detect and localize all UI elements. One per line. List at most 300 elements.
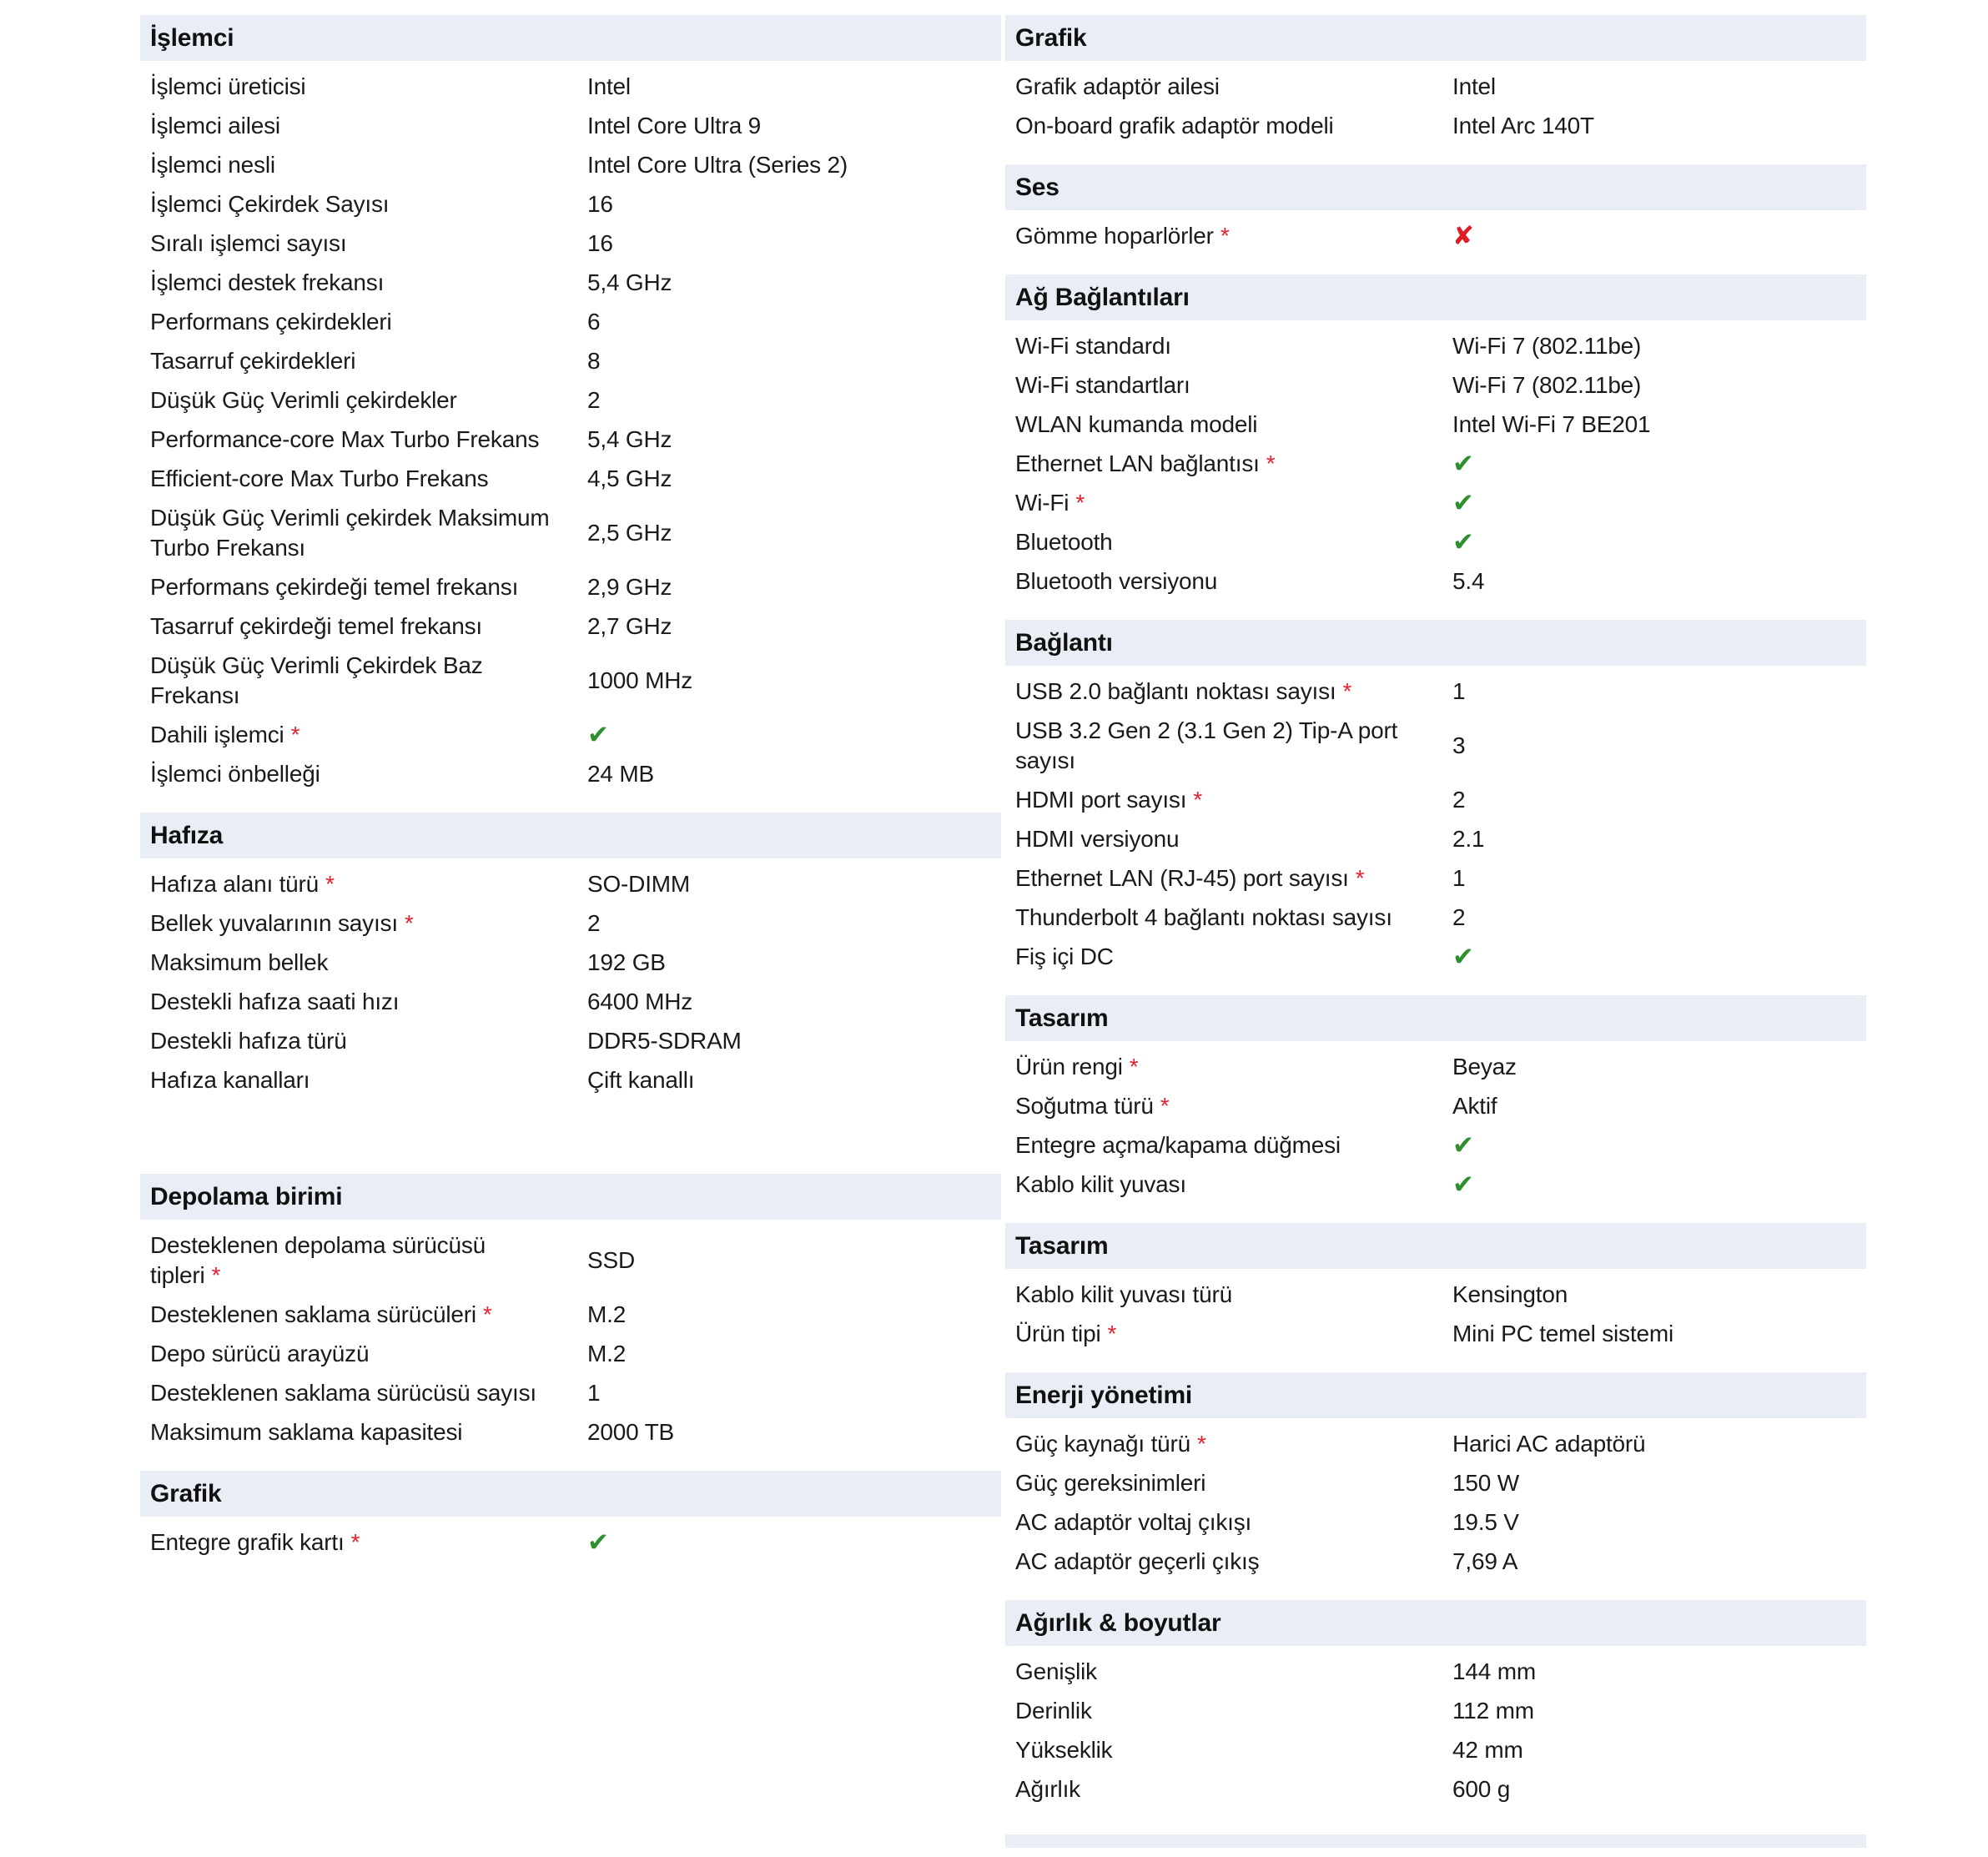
- spec-row: [1005, 68, 1866, 107]
- section-rows: [1005, 666, 1866, 977]
- spec-value: 192 GB: [587, 949, 666, 975]
- spec-label-text: Genişlik: [1015, 1658, 1097, 1684]
- spec-label-text: Kablo kilit yuvası: [1015, 1171, 1186, 1197]
- section-title: Ağırlık & boyutlar: [1015, 1608, 1221, 1637]
- spec-value: 150 W: [1452, 1470, 1519, 1496]
- check-icon: ✔: [1452, 527, 1474, 557]
- spec-label-text: Bluetooth versiyonu: [1015, 568, 1218, 594]
- required-asterisk: *: [1160, 1093, 1170, 1119]
- spec-row: [1005, 523, 1866, 562]
- spec-label: [1015, 1696, 1452, 1726]
- spec-label: [1015, 903, 1452, 933]
- check-icon: ✔: [1452, 942, 1474, 972]
- spec-section: [140, 1471, 1001, 1563]
- spec-value: Intel Core Ultra 9: [587, 113, 762, 138]
- spec-label: [150, 1026, 587, 1056]
- spec-label: [1015, 1468, 1452, 1498]
- spec-row: [1005, 366, 1866, 405]
- spec-label: [1015, 716, 1452, 776]
- required-asterisk: *: [1129, 1054, 1139, 1079]
- spec-row: [1005, 1425, 1866, 1464]
- spec-row: [140, 716, 1001, 755]
- section-header-partial: [1005, 1834, 1866, 1848]
- spec-label-text: Bluetooth: [1015, 529, 1113, 555]
- spec-label: [150, 1417, 587, 1447]
- spec-row: [140, 107, 1001, 146]
- spec-row: [140, 755, 1001, 794]
- spec-section: [140, 1174, 1001, 1452]
- spec-value: 5.4: [1452, 568, 1485, 594]
- spec-row: [1005, 445, 1866, 484]
- spec-label-text: Depo sürücü arayüzü: [150, 1341, 370, 1366]
- spec-section: [1005, 274, 1866, 601]
- section-rows: [140, 858, 1001, 1100]
- spec-row: [1005, 820, 1866, 859]
- spec-value: 144 mm: [1452, 1658, 1536, 1684]
- spec-row: [1005, 1048, 1866, 1087]
- spec-value: Kensington: [1452, 1281, 1568, 1307]
- spec-row: [1005, 1731, 1866, 1770]
- spec-label-text: İşlemci nesli: [150, 152, 275, 178]
- spec-row: [1005, 562, 1866, 601]
- spec-label: [1015, 677, 1452, 707]
- spec-label-text: Ürün tipi: [1015, 1321, 1101, 1346]
- spec-row: [140, 1335, 1001, 1374]
- spec-row: [1005, 1087, 1866, 1126]
- spec-label: [1015, 331, 1452, 361]
- spec-value: 1: [1452, 865, 1466, 891]
- section-rows: [140, 1220, 1001, 1452]
- spec-row: [140, 499, 1001, 568]
- section-title: Tasarım: [1015, 1004, 1109, 1032]
- section-header: [140, 15, 1001, 61]
- spec-row: [1005, 107, 1866, 146]
- section-header: [1005, 1600, 1866, 1646]
- section-rows: [1005, 210, 1866, 256]
- spec-row: [1005, 405, 1866, 445]
- spec-label-text: Kablo kilit yuvası türü: [1015, 1281, 1232, 1307]
- spec-value: 2,9 GHz: [587, 574, 672, 600]
- spec-row: [1005, 712, 1866, 781]
- spec-label-text: Wi-Fi standardı: [1015, 333, 1171, 359]
- section-rows: [140, 61, 1001, 794]
- spec-label-text: Entegre açma/kapama düğmesi: [1015, 1132, 1341, 1158]
- check-icon: ✔: [1452, 488, 1474, 518]
- spec-label: [150, 72, 587, 102]
- spec-label: [150, 720, 587, 750]
- spec-label: [1015, 1052, 1452, 1082]
- spec-label: [150, 1527, 587, 1558]
- required-asterisk: *: [1355, 865, 1365, 891]
- spec-label: [1015, 221, 1452, 251]
- section-title: Grafik: [1015, 23, 1087, 52]
- spec-row: [140, 420, 1001, 460]
- spec-label: [1015, 942, 1452, 972]
- spec-value: 2,7 GHz: [587, 613, 672, 639]
- spec-label-text: Düşük Güç Verimli çekirdekler: [150, 387, 457, 413]
- spec-value: 2: [1452, 787, 1466, 813]
- spec-label: [1015, 785, 1452, 815]
- section-header: [1005, 15, 1866, 61]
- spec-row: [140, 944, 1001, 983]
- spec-label: [150, 869, 587, 899]
- spec-label: [150, 189, 587, 219]
- spec-value: 2.1: [1452, 826, 1485, 852]
- spec-label-text: Hafıza alanı türü: [150, 871, 320, 897]
- spec-label-text: AC adaptör voltaj çıkışı: [1015, 1509, 1252, 1535]
- spec-label: [1015, 111, 1452, 141]
- spec-row: [140, 460, 1001, 499]
- spec-label-text: Hafıza kanalları: [150, 1067, 310, 1093]
- spec-row: [140, 1413, 1001, 1452]
- section-header: [1005, 620, 1866, 666]
- spec-row: [1005, 1165, 1866, 1205]
- spec-label-text: Desteklenen saklama sürücüsü sayısı: [150, 1380, 536, 1406]
- spec-row: [1005, 1503, 1866, 1542]
- spec-label-text: Ethernet LAN (RJ-45) port sayısı: [1015, 865, 1349, 891]
- required-asterisk: *: [1220, 223, 1230, 249]
- spec-value: Intel Arc 140T: [1452, 113, 1594, 138]
- spec-label-text: USB 2.0 bağlantı noktası sayısı: [1015, 678, 1336, 704]
- spec-label: [150, 651, 587, 711]
- spec-value: Beyaz: [1452, 1054, 1517, 1079]
- required-asterisk: *: [1266, 450, 1276, 476]
- spec-label-text: Wi-Fi: [1015, 490, 1069, 516]
- spec-label-text: Sıralı işlemci sayısı: [150, 230, 347, 256]
- spec-row: [140, 1523, 1001, 1563]
- spec-row: [140, 68, 1001, 107]
- spec-value: SSD: [587, 1247, 635, 1273]
- spec-row: [140, 983, 1001, 1022]
- spec-label: [150, 150, 587, 180]
- spec-label-text: HDMI versiyonu: [1015, 826, 1180, 852]
- spec-row: [140, 865, 1001, 904]
- spec-label-text: On-board grafik adaptör modeli: [1015, 113, 1334, 138]
- spec-label: [150, 346, 587, 376]
- spec-value: 1: [1452, 678, 1466, 704]
- section-title: Grafik: [150, 1479, 222, 1507]
- spec-row: [1005, 217, 1866, 256]
- spec-label: [150, 1339, 587, 1369]
- spec-label-text: Grafik adaptör ailesi: [1015, 73, 1220, 99]
- spec-row: [140, 342, 1001, 381]
- section-rows: [1005, 61, 1866, 146]
- spec-value: 24 MB: [587, 761, 654, 787]
- spec-label: [150, 268, 587, 298]
- spec-row: [1005, 1692, 1866, 1731]
- spec-label-text: AC adaptör geçerli çıkış: [1015, 1548, 1260, 1574]
- section-title: Tasarım: [1015, 1231, 1109, 1260]
- spec-label: [150, 307, 587, 337]
- spec-row: [1005, 898, 1866, 938]
- spec-label-text: Efficient-core Max Turbo Frekans: [150, 466, 489, 491]
- spec-value: 1000 MHz: [587, 667, 693, 693]
- spec-value: M.2: [587, 1341, 627, 1366]
- required-asterisk: *: [350, 1529, 360, 1555]
- section-header: [1005, 1223, 1866, 1269]
- section-rows: [140, 1517, 1001, 1563]
- spec-label-text: Düşük Güç Verimli Çekirdek Baz Frekansı: [150, 652, 483, 708]
- spec-row: [140, 1022, 1001, 1061]
- spec-value: 2: [587, 387, 601, 413]
- spec-label: [150, 111, 587, 141]
- check-icon: ✔: [1452, 1130, 1474, 1160]
- spec-value: 16: [587, 191, 613, 217]
- spec-row: [1005, 1653, 1866, 1692]
- spec-label-text: Soğutma türü: [1015, 1093, 1154, 1119]
- check-icon: ✔: [587, 720, 609, 750]
- required-asterisk: *: [1197, 1431, 1206, 1457]
- section-title: Ses: [1015, 173, 1059, 201]
- spec-value: 5,4 GHz: [587, 426, 672, 452]
- spec-label: [1015, 1429, 1452, 1459]
- spec-label-text: Fiş içi DC: [1015, 944, 1114, 969]
- spec-label: [150, 229, 587, 259]
- spec-label: [1015, 1170, 1452, 1200]
- check-icon: ✔: [1452, 1170, 1474, 1200]
- spec-value: 600 g: [1452, 1776, 1511, 1802]
- spec-row: [140, 1374, 1001, 1413]
- spec-section: [1005, 15, 1866, 146]
- spec-value: 2000 TB: [587, 1419, 674, 1445]
- spec-label: [150, 1230, 587, 1291]
- spec-label: [1015, 1657, 1452, 1687]
- spec-value: 2: [587, 910, 601, 936]
- spec-label: [1015, 410, 1452, 440]
- required-asterisk: *: [325, 871, 335, 897]
- spec-value: Çift kanallı: [587, 1067, 695, 1093]
- spec-label-text: Yükseklik: [1015, 1737, 1113, 1763]
- spec-section: [1005, 995, 1866, 1205]
- spec-row: [1005, 781, 1866, 820]
- spec-label: [1015, 1319, 1452, 1349]
- spec-value: SO-DIMM: [587, 871, 691, 897]
- spec-value: 7,69 A: [1452, 1548, 1518, 1574]
- spec-row: [1005, 859, 1866, 898]
- spec-value: 16: [587, 230, 613, 256]
- spec-label-text: İşlemci önbelleği: [150, 761, 320, 787]
- spec-row: [1005, 484, 1866, 523]
- spec-row: [1005, 1770, 1866, 1809]
- check-icon: ✔: [587, 1527, 609, 1558]
- spec-row: [1005, 1464, 1866, 1503]
- section-title: Ağ Bağlantıları: [1015, 283, 1190, 311]
- spec-value: 3: [1452, 732, 1466, 758]
- section-rows: [1005, 320, 1866, 601]
- section-header: [1005, 164, 1866, 210]
- spec-label: [1015, 1547, 1452, 1577]
- spec-section: [140, 813, 1001, 1100]
- required-asterisk: *: [1107, 1321, 1117, 1346]
- section-header: [1005, 1372, 1866, 1418]
- spec-label-text: Güç gereksinimleri: [1015, 1470, 1206, 1496]
- spec-section: [1005, 1600, 1866, 1809]
- spec-label: [150, 611, 587, 642]
- section-title: Enerji yönetimi: [1015, 1381, 1193, 1409]
- spec-value: 2,5 GHz: [587, 520, 672, 546]
- spec-row: [1005, 1542, 1866, 1582]
- required-asterisk: *: [211, 1262, 221, 1288]
- spec-label-text: Thunderbolt 4 bağlantı noktası sayısı: [1015, 904, 1392, 930]
- spec-label: [1015, 1130, 1452, 1160]
- spec-row: [1005, 1126, 1866, 1165]
- section-rows: [1005, 1646, 1866, 1809]
- spec-row: [140, 264, 1001, 303]
- spec-label-text: İşlemci üreticisi: [150, 73, 306, 99]
- spec-label-text: Ağırlık: [1015, 1776, 1080, 1802]
- required-asterisk: *: [482, 1301, 492, 1327]
- spec-label-text: Derinlik: [1015, 1698, 1092, 1724]
- spec-row: [1005, 1276, 1866, 1315]
- spec-label: [150, 948, 587, 978]
- spec-value: 1: [587, 1380, 601, 1406]
- spec-label-text: Performans çekirdeği temel frekansı: [150, 574, 519, 600]
- section-header: [1005, 995, 1866, 1041]
- required-asterisk: *: [1075, 490, 1085, 516]
- spec-value: 2: [1452, 904, 1466, 930]
- section-rows: [1005, 1269, 1866, 1354]
- section-title: Hafıza: [150, 821, 224, 849]
- spec-value: 6: [587, 309, 601, 335]
- spec-row: [140, 647, 1001, 716]
- spec-label-text: Desteklenen saklama sürücüleri: [150, 1301, 476, 1327]
- spec-row: [140, 1226, 1001, 1296]
- section-title: İşlemci: [150, 23, 234, 52]
- spec-label: [1015, 488, 1452, 518]
- spec-label: [1015, 449, 1452, 479]
- spec-label: [1015, 1735, 1452, 1765]
- spec-label: [150, 503, 587, 563]
- spec-label: [1015, 824, 1452, 854]
- spec-label-text: Entegre grafik kartı: [150, 1529, 345, 1555]
- spec-label-text: Bellek yuvalarının sayısı: [150, 910, 398, 936]
- spec-value: 42 mm: [1452, 1737, 1523, 1763]
- spec-label-text: İşlemci Çekirdek Sayısı: [150, 191, 390, 217]
- spec-value: 19.5 V: [1452, 1509, 1519, 1535]
- spec-row: [140, 607, 1001, 647]
- spec-section: [1005, 620, 1866, 977]
- spec-label-text: Desteklenen depolama sürücüsü tipleri: [150, 1232, 486, 1288]
- spec-label: [150, 572, 587, 602]
- spec-row: [1005, 327, 1866, 366]
- spec-label-text: HDMI port sayısı: [1015, 787, 1187, 813]
- required-asterisk: *: [290, 722, 300, 747]
- spec-column-left: [140, 15, 1001, 1563]
- spec-value: 5,4 GHz: [587, 269, 672, 295]
- spec-label-text: Gömme hoparlörler: [1015, 223, 1214, 249]
- spec-label-text: Maksimum saklama kapasitesi: [150, 1419, 463, 1445]
- section-header: [1005, 274, 1866, 320]
- spec-value: DDR5-SDRAM: [587, 1028, 742, 1054]
- spec-label: [1015, 1091, 1452, 1121]
- spec-value: Intel Core Ultra (Series 2): [587, 152, 848, 178]
- spec-label-text: USB 3.2 Gen 2 (3.1 Gen 2) Tip-A port sayısı: [1015, 717, 1398, 773]
- spec-value: Wi-Fi 7 (802.11be): [1452, 333, 1642, 359]
- spec-label-text: Tasarruf çekirdekleri: [150, 348, 356, 374]
- spec-label: [1015, 863, 1452, 893]
- spec-value: Intel: [1452, 73, 1496, 99]
- spec-label: [1015, 1280, 1452, 1310]
- spec-row: [140, 1061, 1001, 1100]
- section-title: Depolama birimi: [150, 1182, 343, 1210]
- spec-row: [140, 568, 1001, 607]
- spec-value: Aktif: [1452, 1093, 1497, 1119]
- spec-label-text: Maksimum bellek: [150, 949, 329, 975]
- spec-value: 4,5 GHz: [587, 466, 672, 491]
- spec-label-text: Wi-Fi standartları: [1015, 372, 1190, 398]
- spec-label: [1015, 370, 1452, 400]
- spec-label-text: Ürün rengi: [1015, 1054, 1123, 1079]
- spec-value: Wi-Fi 7 (802.11be): [1452, 372, 1642, 398]
- spec-section: [1005, 164, 1866, 256]
- spec-label: [150, 1065, 587, 1095]
- spec-label-text: Tasarruf çekirdeği temel frekansı: [150, 613, 483, 639]
- section-header: [140, 1174, 1001, 1220]
- spec-label: [150, 425, 587, 455]
- spec-label: [150, 1300, 587, 1330]
- spec-label-text: WLAN kumanda modeli: [1015, 411, 1258, 437]
- spec-label-text: İşlemci destek frekansı: [150, 269, 385, 295]
- spec-label: [150, 385, 587, 415]
- spec-label-text: Destekli hafıza türü: [150, 1028, 347, 1054]
- spec-label-text: İşlemci ailesi: [150, 113, 280, 138]
- spec-value: Intel Wi-Fi 7 BE201: [1452, 411, 1651, 437]
- spec-label-text: Düşük Güç Verimli çekirdek Maksimum Turbo Frekansı: [150, 505, 550, 561]
- spec-value: Mini PC temel sistemi: [1452, 1321, 1673, 1346]
- spec-label: [1015, 1774, 1452, 1804]
- spec-label: [1015, 1507, 1452, 1537]
- section-rows: [1005, 1041, 1866, 1205]
- spec-label-text: Performance-core Max Turbo Frekans: [150, 426, 540, 452]
- spec-label-text: Dahili işlemci: [150, 722, 284, 747]
- spec-row: [140, 381, 1001, 420]
- spec-section: [1005, 1223, 1866, 1354]
- required-asterisk: *: [1193, 787, 1202, 813]
- spec-label-text: Performans çekirdekleri: [150, 309, 392, 335]
- spec-label: [150, 908, 587, 939]
- spec-label-text: Destekli hafıza saati hızı: [150, 989, 400, 1014]
- section-title: Bağlantı: [1015, 628, 1113, 657]
- required-asterisk: *: [404, 910, 414, 936]
- spec-value: Intel: [587, 73, 631, 99]
- cross-icon: ✘: [1452, 221, 1474, 251]
- spec-row: [140, 146, 1001, 185]
- spec-value: 112 mm: [1452, 1698, 1534, 1724]
- spec-label: [1015, 566, 1452, 596]
- spec-value: 6400 MHz: [587, 989, 693, 1014]
- check-icon: ✔: [1452, 449, 1474, 479]
- spec-row: [140, 224, 1001, 264]
- spec-row: [140, 303, 1001, 342]
- spec-section: [140, 15, 1001, 794]
- spec-value: Harici AC adaptörü: [1452, 1431, 1646, 1457]
- spec-row: [140, 185, 1001, 224]
- spec-value: M.2: [587, 1301, 627, 1327]
- section-header: [140, 813, 1001, 858]
- spec-value: 8: [587, 348, 601, 374]
- section-header: [140, 1471, 1001, 1517]
- spec-label: [150, 1378, 587, 1408]
- spec-row: [1005, 938, 1866, 977]
- spec-label-text: Ethernet LAN bağlantısı: [1015, 450, 1260, 476]
- spec-column-right: [1005, 15, 1866, 1848]
- spec-label: [150, 464, 587, 494]
- spec-label-text: Güç kaynağı türü: [1015, 1431, 1191, 1457]
- spec-label: [150, 759, 587, 789]
- spec-row: [1005, 672, 1866, 712]
- spec-label: [1015, 527, 1452, 557]
- spec-row: [140, 1296, 1001, 1335]
